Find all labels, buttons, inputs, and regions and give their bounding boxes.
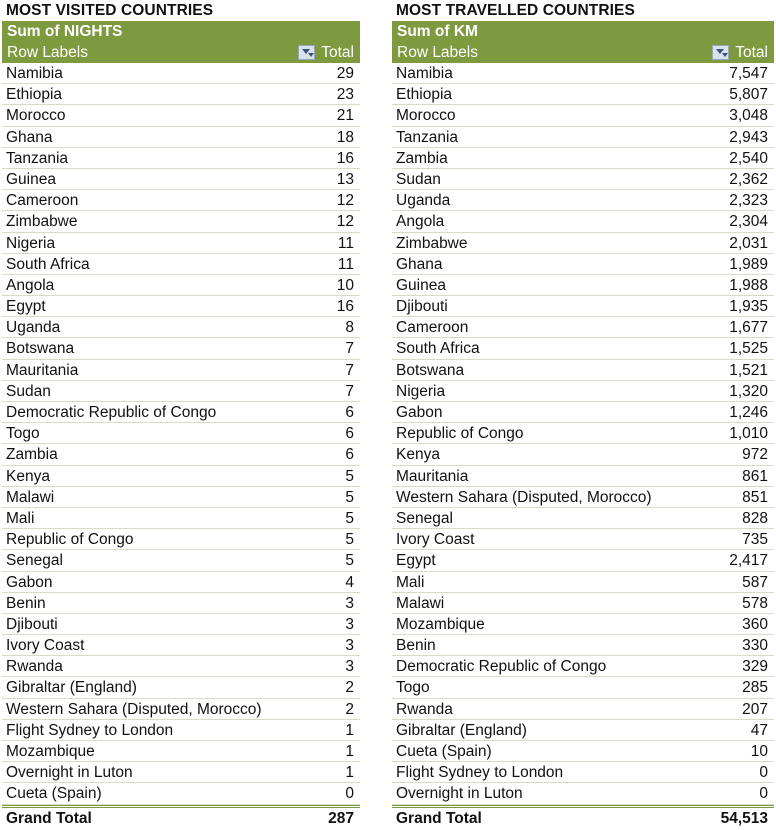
row-label: Togo	[396, 679, 430, 697]
row-label: Western Sahara (Disputed, Morocco)	[396, 488, 652, 506]
table-row[interactable]	[392, 529, 774, 550]
row-label: Morocco	[6, 107, 66, 125]
row-value: 13	[336, 170, 354, 188]
row-value: 3	[345, 594, 354, 612]
table-row[interactable]	[2, 677, 360, 698]
row-label: Kenya	[396, 446, 440, 464]
row-value: 1,525	[729, 340, 768, 358]
row-value: 851	[742, 488, 768, 506]
row-value: 3	[345, 615, 354, 633]
row-label: Overnight in Luton	[6, 764, 133, 782]
row-value: 587	[742, 573, 768, 591]
row-value: 2,031	[729, 234, 768, 252]
row-label: Ivory Coast	[6, 637, 85, 655]
row-label: Mozambique	[6, 743, 95, 760]
row-value: 330	[742, 637, 768, 655]
row-label: Flight Sydney to London	[6, 721, 174, 739]
grand-total-label: Grand Total	[396, 809, 482, 827]
grand-total-label: Grand Total	[6, 809, 92, 827]
row-value: 207	[742, 700, 768, 718]
row-value: 11	[337, 255, 354, 273]
row-label: Democratic Republic of Congo	[6, 404, 217, 421]
row-labels-label: Row Labels	[7, 44, 88, 61]
row-label: Ghana	[6, 128, 53, 146]
row-label: Zambia	[396, 149, 448, 167]
table-row[interactable]	[392, 148, 774, 169]
section-title: MOST TRAVELLED COUNTRIES	[396, 2, 635, 19]
value-field-header[interactable]: Sum of KM	[392, 21, 774, 42]
table-row[interactable]	[392, 190, 774, 211]
table-row[interactable]	[392, 296, 774, 317]
row-value: 7	[345, 340, 354, 358]
table-row[interactable]	[2, 656, 360, 677]
grand-total-value: 287	[328, 809, 354, 827]
table-row[interactable]	[392, 317, 774, 338]
row-label: Ethiopia	[396, 86, 453, 104]
table-row[interactable]	[392, 211, 774, 232]
table-row[interactable]	[2, 338, 360, 359]
row-label: Ghana	[396, 255, 443, 273]
row-label: Zimbabwe	[396, 234, 468, 252]
row-value: 18	[336, 128, 354, 146]
row-value: 2	[345, 679, 354, 697]
row-label: Botswana	[396, 361, 465, 379]
table-body	[2, 63, 360, 805]
row-value: 16	[336, 298, 354, 316]
row-value: 1,677	[729, 319, 768, 337]
section-title: MOST VISITED COUNTRIES	[6, 2, 214, 19]
row-label: Guinea	[396, 276, 446, 294]
table-row[interactable]	[2, 423, 360, 444]
grand-total-value: 54,513	[720, 809, 768, 827]
row-label: Egypt	[396, 552, 436, 570]
row-label: South Africa	[6, 255, 90, 273]
row-label: Gabon	[6, 573, 53, 591]
table-body	[392, 63, 774, 805]
row-label: Malawi	[396, 594, 445, 612]
row-label: Nigeria	[6, 234, 56, 252]
row-value: 7,547	[729, 65, 768, 82]
km-pivot-table	[392, 0, 774, 826]
row-value: 329	[742, 658, 768, 676]
row-label: Mozambique	[396, 615, 485, 633]
table-row[interactable]	[392, 275, 774, 296]
row-value: 10	[750, 743, 768, 760]
row-value: 2,304	[729, 213, 768, 231]
table-row[interactable]	[2, 63, 360, 84]
row-value: 285	[742, 679, 768, 697]
row-value: 5	[345, 531, 354, 549]
table-row[interactable]	[2, 593, 360, 614]
row-value: 360	[742, 615, 768, 633]
table-row[interactable]	[392, 338, 774, 359]
total-column-header: Total	[321, 44, 354, 61]
row-value: 7	[345, 382, 354, 400]
row-value: 861	[742, 467, 768, 485]
table-row[interactable]	[392, 550, 774, 571]
value-field-header[interactable]: Sum of NIGHTS	[2, 21, 360, 42]
table-row[interactable]	[2, 550, 360, 571]
row-label: Egypt	[6, 298, 46, 316]
row-label: Botswana	[6, 340, 75, 358]
row-value: 10	[336, 276, 354, 294]
row-labels-header	[392, 42, 774, 63]
row-value: 1,989	[729, 255, 768, 273]
table-row[interactable]	[392, 233, 774, 254]
row-label: Ivory Coast	[396, 531, 475, 549]
row-label: Democratic Republic of Congo	[396, 658, 607, 676]
row-value: 5	[345, 488, 354, 506]
row-value: 0	[345, 785, 354, 803]
row-label: Angola	[6, 276, 55, 294]
table-row[interactable]	[392, 127, 774, 148]
row-value: 3,048	[729, 107, 768, 125]
row-value: 12	[336, 213, 354, 231]
table-row[interactable]	[2, 254, 360, 275]
row-label: Republic of Congo	[6, 531, 134, 549]
table-row[interactable]	[392, 466, 774, 487]
row-label: Togo	[6, 425, 40, 443]
table-row[interactable]	[2, 783, 360, 804]
row-value: 47	[750, 721, 768, 739]
row-value: 5	[345, 509, 354, 527]
row-label: Mali	[6, 509, 35, 527]
table-row[interactable]	[2, 741, 360, 762]
nights-pivot-table	[2, 0, 360, 826]
row-value: 0	[759, 764, 768, 782]
row-value: 5,807	[729, 86, 768, 104]
table-row[interactable]	[2, 720, 360, 741]
table-row[interactable]	[392, 63, 774, 84]
table-row[interactable]	[392, 656, 774, 677]
row-value: 1,521	[729, 361, 768, 379]
row-label: Guinea	[6, 170, 56, 188]
table-row[interactable]	[392, 423, 774, 444]
row-label: Djibouti	[6, 615, 58, 633]
table-row[interactable]	[2, 529, 360, 550]
row-value: 16	[336, 149, 354, 167]
row-label: Uganda	[6, 319, 61, 337]
row-label: Senegal	[6, 552, 63, 570]
table-row[interactable]	[392, 508, 774, 529]
row-label: Cueta (Spain)	[6, 785, 102, 803]
table-row[interactable]	[2, 233, 360, 254]
table-row[interactable]	[2, 699, 360, 720]
row-label: Morocco	[396, 107, 456, 125]
table-row[interactable]	[2, 381, 360, 402]
row-label: Western Sahara (Disputed, Morocco)	[6, 700, 262, 718]
row-label: Rwanda	[6, 658, 63, 676]
table-row[interactable]	[392, 254, 774, 275]
table-row[interactable]	[392, 105, 774, 126]
row-label: Cueta (Spain)	[396, 743, 492, 760]
table-row[interactable]	[2, 296, 360, 317]
row-label: Namibia	[6, 65, 63, 82]
row-value: 1,246	[729, 404, 768, 421]
row-label: Djibouti	[396, 298, 448, 316]
row-label: Ethiopia	[6, 86, 63, 104]
row-label: Flight Sydney to London	[396, 764, 564, 782]
table-row[interactable]	[392, 762, 774, 783]
table-row[interactable]	[2, 105, 360, 126]
row-label: Angola	[396, 213, 445, 231]
table-row[interactable]	[2, 127, 360, 148]
row-value: 2,540	[729, 149, 768, 167]
row-label: Benin	[396, 637, 436, 655]
row-value: 6	[345, 425, 354, 443]
row-value: 7	[345, 361, 354, 379]
row-label: Cameroon	[6, 192, 79, 210]
row-label: Gibraltar (England)	[6, 679, 137, 697]
row-value: 6	[345, 446, 354, 464]
row-value: 1	[345, 721, 354, 739]
row-value: 23	[336, 86, 354, 104]
row-label: Tanzania	[396, 128, 459, 146]
row-value: 2,323	[729, 192, 768, 210]
table-row[interactable]	[2, 275, 360, 296]
row-value: 3	[345, 637, 354, 655]
row-label: Gabon	[396, 404, 443, 421]
row-label: Zambia	[6, 446, 58, 464]
table-row[interactable]	[2, 190, 360, 211]
row-value: 1	[345, 764, 354, 782]
table-row[interactable]	[392, 84, 774, 105]
table-row[interactable]	[2, 360, 360, 381]
row-label: Kenya	[6, 467, 50, 485]
table-row[interactable]	[2, 84, 360, 105]
table-row[interactable]	[392, 614, 774, 635]
row-value: 1,935	[729, 298, 768, 316]
table-row[interactable]	[2, 762, 360, 783]
row-label: Tanzania	[6, 149, 69, 167]
row-value: 828	[742, 509, 768, 527]
row-value: 1	[345, 743, 354, 760]
row-value: 1,988	[729, 276, 768, 294]
table-row[interactable]	[2, 508, 360, 529]
row-label: Senegal	[396, 509, 453, 527]
table-row[interactable]	[2, 317, 360, 338]
table-row[interactable]	[392, 783, 774, 804]
grand-total-row	[2, 805, 360, 826]
table-row[interactable]	[2, 169, 360, 190]
table-row[interactable]	[392, 699, 774, 720]
row-value: 2,362	[729, 170, 768, 188]
grand-total-row	[392, 805, 774, 826]
row-label: Mauritania	[6, 361, 79, 379]
row-label: Sudan	[6, 382, 51, 400]
row-label: Benin	[6, 594, 46, 612]
row-label: Mali	[396, 573, 425, 591]
row-labels-header	[2, 42, 360, 63]
row-label: Sudan	[396, 170, 441, 188]
table-row[interactable]	[392, 741, 774, 762]
table-row[interactable]	[392, 677, 774, 698]
row-value: 3	[345, 658, 354, 676]
table-row[interactable]	[2, 487, 360, 508]
row-value: 8	[345, 319, 354, 337]
filter-dropdown-icon[interactable]	[712, 45, 729, 60]
row-value: 5	[345, 467, 354, 485]
table-row[interactable]	[392, 487, 774, 508]
row-value: 21	[336, 107, 354, 125]
row-label: Nigeria	[396, 382, 446, 400]
row-label: Republic of Congo	[396, 425, 524, 443]
table-row[interactable]	[392, 444, 774, 465]
table-row[interactable]	[2, 402, 360, 423]
row-value: 11	[337, 234, 354, 252]
table-row[interactable]	[2, 466, 360, 487]
row-value: 1,320	[729, 382, 768, 400]
total-column-header: Total	[735, 44, 768, 61]
row-value: 29	[336, 65, 354, 82]
row-label: Mauritania	[396, 467, 469, 485]
table-row[interactable]	[392, 169, 774, 190]
table-row[interactable]	[2, 444, 360, 465]
row-label: Rwanda	[396, 700, 453, 718]
table-row[interactable]	[2, 572, 360, 593]
row-value: 2	[345, 700, 354, 718]
row-value: 6	[345, 404, 354, 421]
table-row[interactable]	[392, 593, 774, 614]
row-value: 5	[345, 552, 354, 570]
table-row[interactable]	[392, 720, 774, 741]
row-label: Namibia	[396, 65, 453, 82]
filter-dropdown-icon[interactable]	[298, 45, 315, 60]
table-row[interactable]	[392, 572, 774, 593]
table-row[interactable]	[2, 148, 360, 169]
row-label: Zimbabwe	[6, 213, 78, 231]
row-value: 1,010	[729, 425, 768, 443]
row-value: 2,943	[729, 128, 768, 146]
row-label: Gibraltar (England)	[396, 721, 527, 739]
row-label: South Africa	[396, 340, 480, 358]
row-value: 0	[759, 785, 768, 803]
table-row[interactable]	[2, 635, 360, 656]
row-value: 972	[742, 446, 768, 464]
row-label: Overnight in Luton	[396, 785, 523, 803]
row-label: Uganda	[396, 192, 451, 210]
row-value: 4	[345, 573, 354, 591]
row-label: Malawi	[6, 488, 55, 506]
table-row[interactable]	[392, 402, 774, 423]
table-row[interactable]	[2, 614, 360, 635]
table-row[interactable]	[2, 211, 360, 232]
row-value: 2,417	[729, 552, 768, 570]
table-row[interactable]	[392, 381, 774, 402]
row-labels-label: Row Labels	[397, 44, 478, 61]
row-value: 12	[336, 192, 354, 210]
row-value: 578	[742, 594, 768, 612]
table-row[interactable]	[392, 635, 774, 656]
row-label: Cameroon	[396, 319, 469, 337]
row-value: 735	[742, 531, 768, 549]
table-row[interactable]	[392, 360, 774, 381]
